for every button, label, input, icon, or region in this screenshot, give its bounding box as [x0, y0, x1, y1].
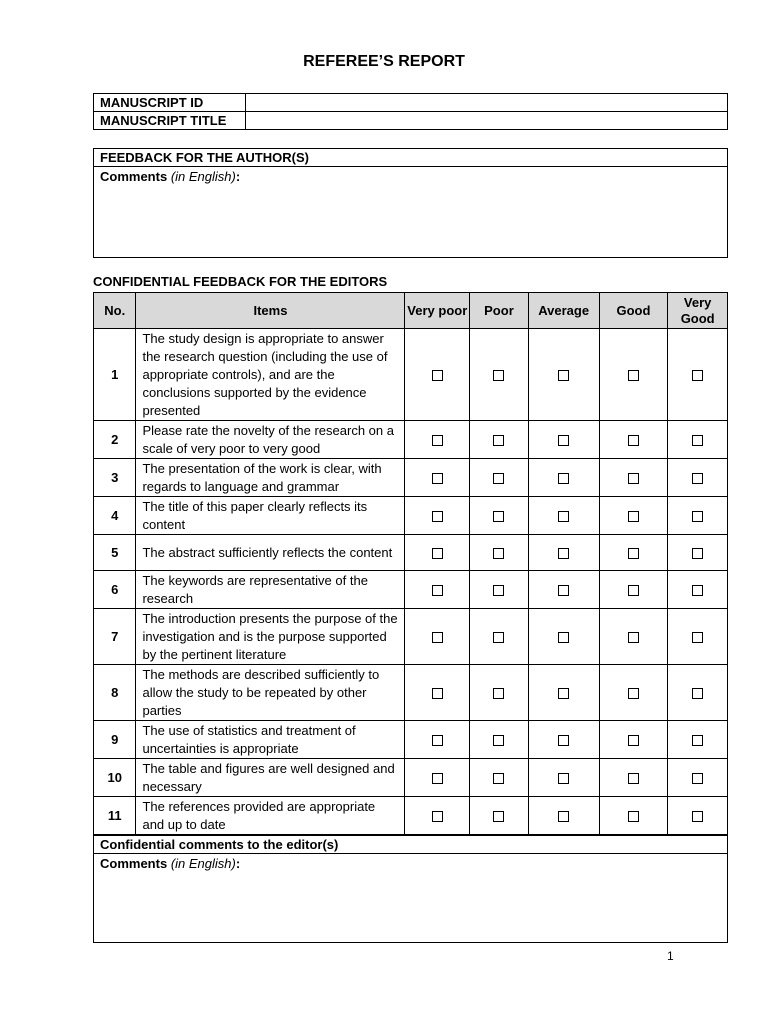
rating-cell-very-poor: [405, 609, 470, 665]
rating-cell-good: [599, 759, 668, 797]
rating-cell-good: [599, 329, 668, 421]
rating-cell-very-poor: [405, 535, 470, 571]
rating-cell-poor: [470, 665, 529, 721]
rating-cell-good: [599, 665, 668, 721]
rating-cell-very-good: [668, 759, 728, 797]
checkbox-very-good[interactable]: [692, 548, 703, 559]
checkbox-average[interactable]: [558, 632, 569, 643]
rating-row: [94, 459, 728, 497]
checkbox-very-poor[interactable]: [432, 585, 443, 596]
checkbox-good[interactable]: [628, 811, 639, 822]
row-number: 2: [94, 421, 136, 459]
row-item-text: The abstract sufficiently reflects the content: [136, 535, 405, 571]
checkbox-good[interactable]: [628, 735, 639, 746]
column-header: Very Good: [668, 293, 728, 329]
checkbox-good[interactable]: [628, 632, 639, 643]
rating-cell-poor: [470, 571, 529, 609]
checkbox-very-poor[interactable]: [432, 435, 443, 446]
rating-row: [94, 609, 728, 665]
checkbox-good[interactable]: [628, 773, 639, 784]
rating-cell-very-good: [668, 609, 728, 665]
rating-cell-average: [528, 497, 599, 535]
manuscript-id-field[interactable]: [246, 94, 728, 112]
rating-cell-good: [599, 421, 668, 459]
row-number: 7: [94, 609, 136, 665]
row-item-text: The title of this paper clearly reflects its content: [136, 497, 405, 535]
rating-table: [93, 292, 728, 835]
checkbox-average[interactable]: [558, 585, 569, 596]
row-item-text: Please rate the novelty of the research on a scale of very poor to very good: [136, 421, 405, 459]
checkbox-very-poor[interactable]: [432, 548, 443, 559]
checkbox-poor[interactable]: [493, 435, 504, 446]
rating-cell-very-poor: [405, 665, 470, 721]
rating-cell-poor: [470, 421, 529, 459]
checkbox-average[interactable]: [558, 473, 569, 484]
checkbox-poor[interactable]: [493, 632, 504, 643]
row-number: 6: [94, 571, 136, 609]
rating-cell-average: [528, 329, 599, 421]
checkbox-poor[interactable]: [493, 735, 504, 746]
checkbox-very-good[interactable]: [692, 585, 703, 596]
row-item-text: The keywords are representative of the research: [136, 571, 405, 609]
author-comments-area[interactable]: [94, 167, 727, 186]
checkbox-good[interactable]: [628, 435, 639, 446]
rating-cell-good: [599, 571, 668, 609]
rating-cell-poor: [470, 609, 529, 665]
rating-cell-very-poor: [405, 797, 470, 835]
rating-cell-poor: [470, 459, 529, 497]
row-item-text: The table and figures are well designed and necessary: [136, 759, 405, 797]
editor-feedback-heading: CONFIDENTIAL FEEDBACK FOR THE EDITORS: [93, 274, 388, 289]
rating-cell-very-good: [668, 797, 728, 835]
checkbox-poor[interactable]: [493, 688, 504, 699]
rating-row: [94, 721, 728, 759]
row-item-text: The presentation of the work is clear, with regards to language and grammar: [136, 459, 405, 497]
rating-cell-good: [599, 721, 668, 759]
checkbox-poor[interactable]: [493, 370, 504, 381]
rating-cell-good: [599, 497, 668, 535]
checkbox-very-poor[interactable]: [432, 370, 443, 381]
column-header: Poor: [470, 293, 529, 329]
checkbox-very-good[interactable]: [692, 435, 703, 446]
checkbox-poor[interactable]: [493, 548, 504, 559]
editor-comments-box: [93, 835, 728, 943]
checkbox-poor[interactable]: [493, 773, 504, 784]
checkbox-very-poor[interactable]: [432, 511, 443, 522]
row-number: 5: [94, 535, 136, 571]
editor-comments-colon: :: [235, 856, 241, 871]
manuscript-id-row: [94, 94, 728, 112]
row-number: 1: [94, 329, 136, 421]
rating-cell-very-good: [668, 497, 728, 535]
author-comments-note: (in English): [170, 169, 236, 184]
checkbox-poor[interactable]: [493, 585, 504, 596]
rating-cell-very-poor: [405, 497, 470, 535]
checkbox-poor[interactable]: [493, 811, 504, 822]
checkbox-good[interactable]: [628, 370, 639, 381]
rating-cell-very-poor: [405, 421, 470, 459]
rating-cell-poor: [470, 535, 529, 571]
rating-cell-average: [528, 721, 599, 759]
checkbox-very-poor[interactable]: [432, 473, 443, 484]
checkbox-very-poor[interactable]: [432, 811, 443, 822]
checkbox-very-good[interactable]: [692, 473, 703, 484]
rating-cell-average: [528, 421, 599, 459]
manuscript-title-row: [94, 112, 728, 130]
rating-cell-very-good: [668, 665, 728, 721]
rating-cell-very-poor: [405, 329, 470, 421]
checkbox-average[interactable]: [558, 548, 569, 559]
rating-row: [94, 329, 728, 421]
rating-cell-very-good: [668, 721, 728, 759]
row-item-text: The methods are described sufficiently to allow the study to be repeated by other parties: [136, 665, 405, 721]
checkbox-very-poor[interactable]: [432, 773, 443, 784]
page-number: 1: [667, 949, 674, 963]
rating-header-row: [94, 293, 728, 329]
column-header: Very poor: [405, 293, 470, 329]
checkbox-very-good[interactable]: [692, 370, 703, 381]
rating-cell-very-poor: [405, 571, 470, 609]
author-feedback-header: FEEDBACK FOR THE AUTHOR(S): [94, 149, 727, 167]
row-item-text: The use of statistics and treatment of uncertainties is appropriate: [136, 721, 405, 759]
rating-cell-very-poor: [405, 459, 470, 497]
checkbox-good[interactable]: [628, 511, 639, 522]
rating-row: [94, 797, 728, 835]
editor-comments-note: (in English): [170, 856, 236, 871]
rating-row: [94, 571, 728, 609]
rating-cell-poor: [470, 497, 529, 535]
rating-row: [94, 421, 728, 459]
rating-row: [94, 759, 728, 797]
column-header: Items: [136, 293, 405, 329]
rating-row: [94, 497, 728, 535]
checkbox-average[interactable]: [558, 811, 569, 822]
checkbox-very-poor[interactable]: [432, 632, 443, 643]
rating-cell-poor: [470, 721, 529, 759]
checkbox-very-good[interactable]: [692, 735, 703, 746]
rating-cell-very-good: [668, 329, 728, 421]
rating-body: [94, 329, 728, 835]
author-feedback-box: [93, 148, 728, 258]
author-comments-colon: :: [235, 169, 241, 184]
editor-comments-label: Comments: [100, 856, 168, 871]
checkbox-very-good[interactable]: [692, 773, 703, 784]
rating-cell-poor: [470, 329, 529, 421]
column-header: Good: [599, 293, 668, 329]
row-item-text: The introduction presents the purpose of the investigation and is the purpose supported by the pertinent literature: [136, 609, 405, 665]
author-comments-label: Comments: [100, 169, 168, 184]
rating-cell-poor: [470, 797, 529, 835]
rating-cell-good: [599, 797, 668, 835]
page-title: REFEREE’S REPORT: [303, 53, 465, 70]
checkbox-very-poor[interactable]: [432, 688, 443, 699]
checkbox-very-good[interactable]: [692, 811, 703, 822]
checkbox-poor[interactable]: [493, 473, 504, 484]
checkbox-very-good[interactable]: [692, 688, 703, 699]
rating-cell-very-good: [668, 535, 728, 571]
manuscript-info-table: [93, 93, 728, 130]
checkbox-average[interactable]: [558, 435, 569, 446]
rating-cell-very-poor: [405, 721, 470, 759]
rating-cell-average: [528, 759, 599, 797]
editor-comments-header: Confidential comments to the editor(s): [94, 836, 727, 854]
rating-cell-very-good: [668, 571, 728, 609]
rating-row: [94, 665, 728, 721]
checkbox-average[interactable]: [558, 370, 569, 381]
row-number: 4: [94, 497, 136, 535]
row-number: 11: [94, 797, 136, 835]
rating-cell-very-good: [668, 421, 728, 459]
rating-cell-good: [599, 459, 668, 497]
rating-cell-good: [599, 535, 668, 571]
checkbox-poor[interactable]: [493, 511, 504, 522]
rating-cell-average: [528, 459, 599, 497]
checkbox-very-good[interactable]: [692, 511, 703, 522]
checkbox-good[interactable]: [628, 688, 639, 699]
rating-cell-very-good: [668, 459, 728, 497]
rating-cell-good: [599, 609, 668, 665]
row-number: 10: [94, 759, 136, 797]
checkbox-good[interactable]: [628, 548, 639, 559]
rating-cell-very-poor: [405, 759, 470, 797]
row-number: 8: [94, 665, 136, 721]
checkbox-good[interactable]: [628, 585, 639, 596]
column-header: Average: [528, 293, 599, 329]
rating-cell-average: [528, 665, 599, 721]
rating-row: [94, 535, 728, 571]
manuscript-title-label: MANUSCRIPT TITLE: [94, 112, 246, 130]
column-header: No.: [94, 293, 136, 329]
row-item-text: The study design is appropriate to answer the research question (including the use of appropriate controls), and are the conclusions supported by the evidence presented: [136, 329, 405, 421]
rating-cell-average: [528, 571, 599, 609]
manuscript-id-label: MANUSCRIPT ID: [94, 94, 246, 112]
row-item-text: The references provided are appropriate and up to date: [136, 797, 405, 835]
rating-cell-poor: [470, 759, 529, 797]
rating-cell-average: [528, 535, 599, 571]
checkbox-average[interactable]: [558, 773, 569, 784]
editor-comments-area[interactable]: [94, 854, 727, 873]
row-number: 3: [94, 459, 136, 497]
manuscript-title-field[interactable]: [246, 112, 728, 130]
checkbox-average[interactable]: [558, 511, 569, 522]
checkbox-very-poor[interactable]: [432, 735, 443, 746]
checkbox-very-good[interactable]: [692, 632, 703, 643]
row-number: 9: [94, 721, 136, 759]
checkbox-good[interactable]: [628, 473, 639, 484]
checkbox-average[interactable]: [558, 688, 569, 699]
checkbox-average[interactable]: [558, 735, 569, 746]
rating-cell-average: [528, 609, 599, 665]
rating-cell-average: [528, 797, 599, 835]
